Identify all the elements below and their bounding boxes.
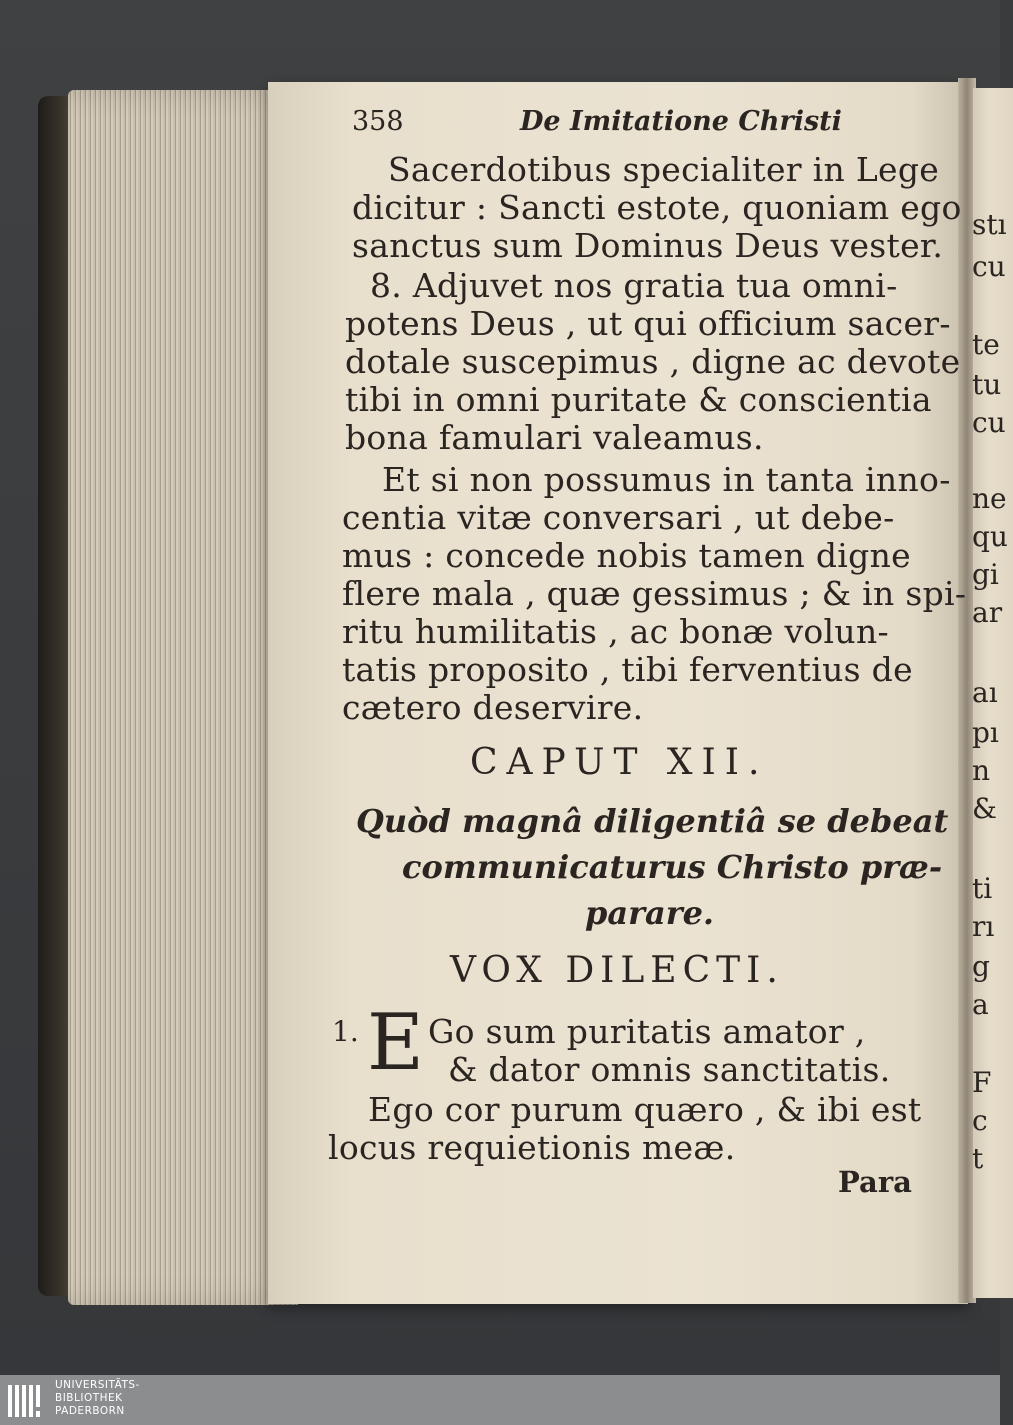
facing-page-fragment: cu [972,250,1006,283]
page-edges [68,90,298,1305]
chapter-subtitle-line: communicaturus Christo præ- [402,848,943,886]
facing-page-fragment: tu [972,368,1002,401]
text-line: mus : concede nobis tamen digne [342,536,911,575]
text-line: potens Deus , ut qui officium sacer- [345,304,951,343]
text-line: locus requietionis meæ. [328,1128,736,1167]
facing-page-fragment: & [972,792,997,825]
running-title: De Imitatione Christi [520,106,842,137]
text-line: tibi in omni puritate & conscientia [345,380,932,419]
text-line: flere mala , quæ gessimus ; & in spi- [342,574,967,613]
facing-page-fragment: ar [972,596,1003,629]
page-number: 358 [352,106,404,137]
institution-line: BIBLIOTHEK [55,1392,123,1404]
chapter-subtitle-line: Quòd magnâ diligentiâ se debeat [356,802,949,840]
text-line: Go sum puritatis amator , [428,1012,866,1051]
drop-capital: E [367,998,424,1088]
facing-page-fragment: pı [972,716,999,749]
facing-page-fragment: g [972,950,990,983]
text-line: cætero deservire. [342,688,644,727]
text-line: ritu humilitatis , ac bonæ volun- [342,612,889,651]
text-line: Ego cor purum quæro , & ibi est [368,1090,922,1129]
chapter-subtitle-line: parare. [585,894,715,932]
institution-line: PADERBORN [55,1405,125,1417]
facing-page-fragment: aı [972,676,998,709]
facing-page-fragment: cu [972,406,1006,439]
facing-page-fragment: ti [972,872,993,905]
facing-page-fragment: te [972,328,1000,361]
text-line: dicitur : Sancti estote, quoniam ego [352,188,962,227]
section-heading: VOX DILECTI. [450,950,784,991]
facing-page-fragment: ne [972,482,1007,515]
text-line: Et si non possumus in tanta inno- [382,460,951,499]
text-line: 8. Adjuvet nos gratia tua omni- [370,266,898,305]
facing-page-fragment: n [972,754,991,787]
facing-page-fragment: gi [972,558,999,591]
facing-page-fragment: t [972,1142,984,1175]
text-line: bona famulari valeamus. [345,418,764,457]
text-line: & dator omnis sanctitatis. [448,1050,891,1089]
text-line: dotale suscepimus , digne ac devote [345,342,961,381]
facing-page-fragment: c [972,1104,988,1137]
facing-page-fragment: F [972,1066,992,1099]
facing-page-fragment: rı [972,910,995,943]
institution-line: UNIVERSITÄTS- [55,1379,140,1391]
institution-name [55,1379,140,1418]
verse-number: 1. [332,1015,359,1048]
text-line: sanctus sum Dominus Deus vester. [352,226,944,265]
chapter-heading: CAPUT XII. [470,742,769,783]
library-logo-icon [6,1381,46,1421]
facing-page-fragment: a [972,988,989,1021]
catchword: Para [838,1165,912,1199]
facing-page-fragment: stı [972,208,1007,241]
facing-page-fragment: qu [972,520,1008,553]
text-line: centia vitæ conversari , ut debe- [342,498,895,537]
text-line: tatis proposito , tibi ferventius de [342,650,913,689]
text-line: Sacerdotibus specialiter in Lege [388,150,940,189]
library-footer [0,1375,1000,1425]
